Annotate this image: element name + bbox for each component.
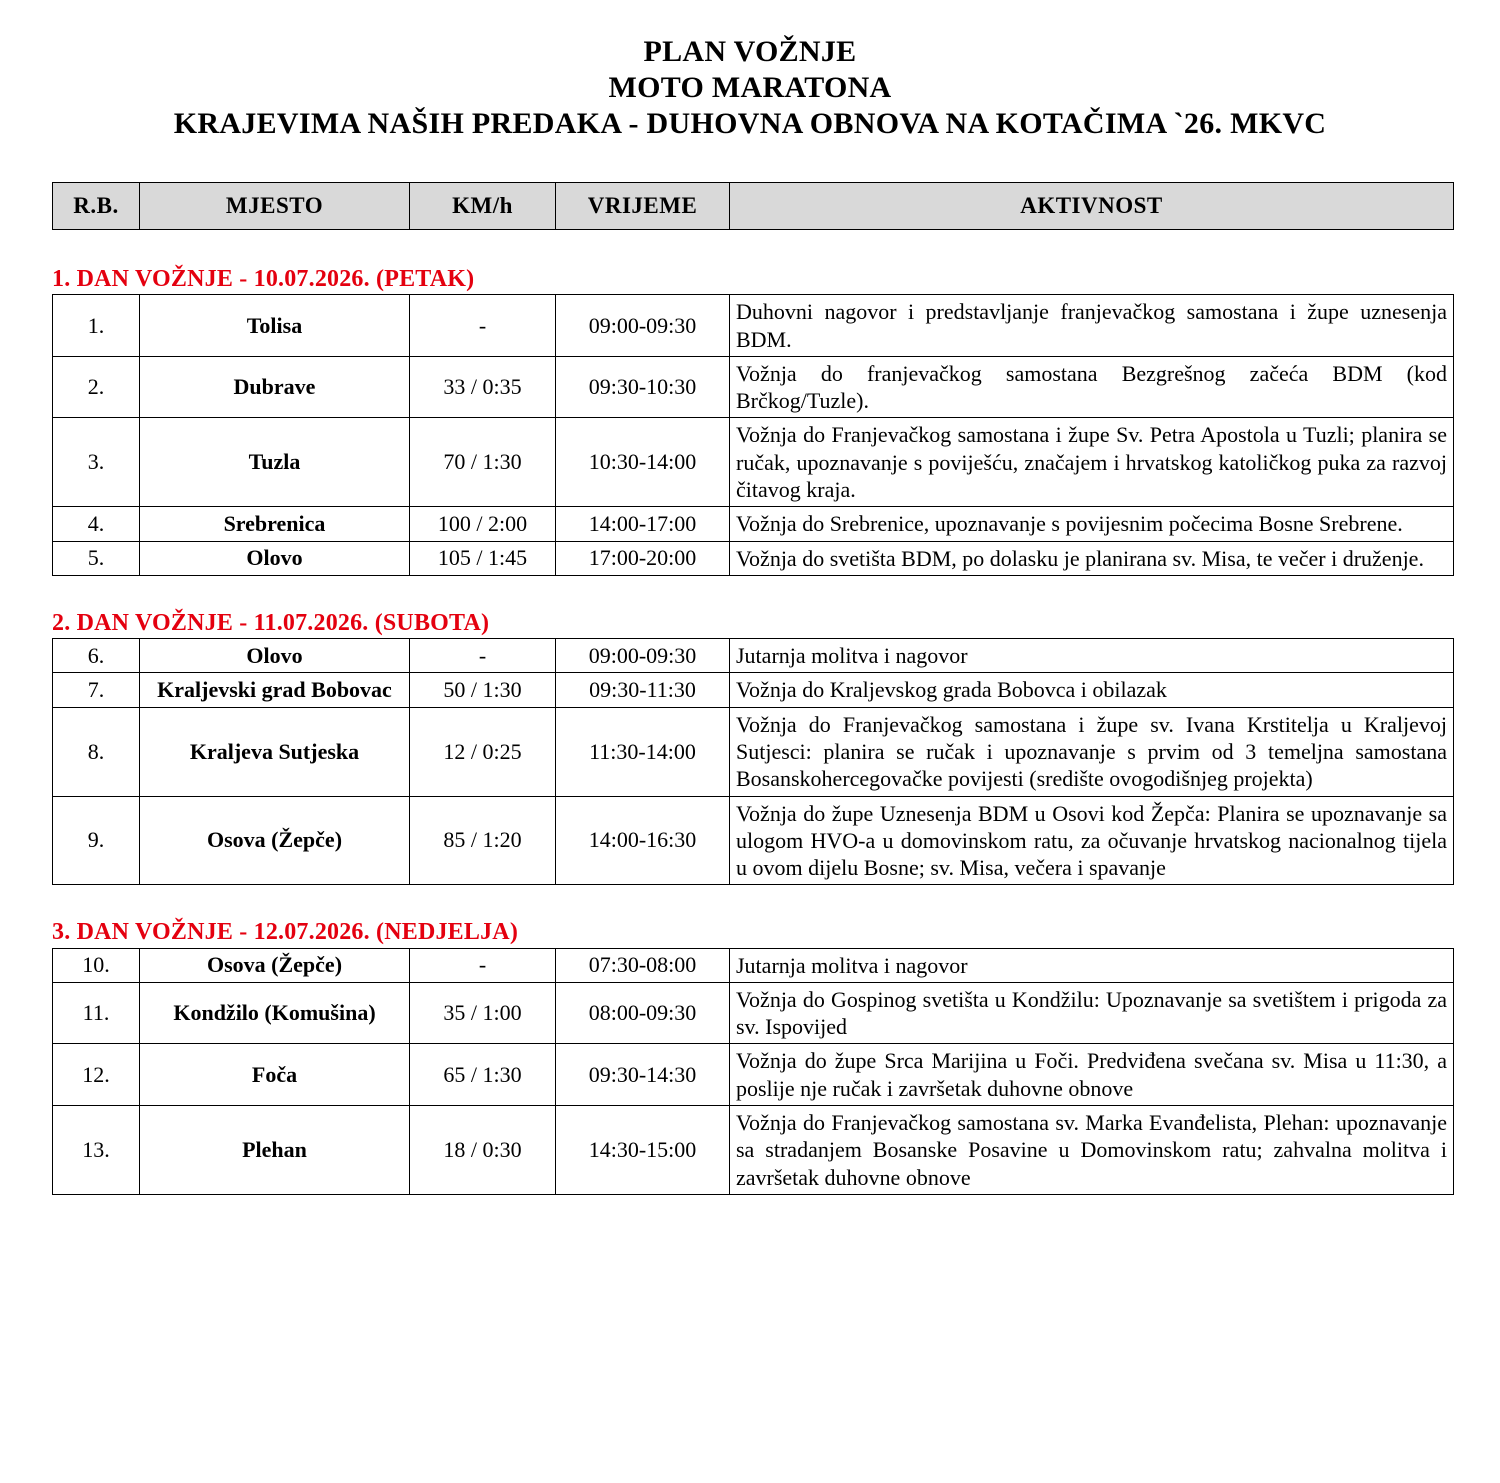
- cell-kmh: 100 / 2:00: [410, 507, 556, 541]
- cell-kmh: 35 / 1:00: [410, 982, 556, 1044]
- day-schedule-table: [52, 638, 1454, 885]
- title-line-2: MOTO MARATONA: [608, 71, 892, 104]
- cell-vrijeme: 09:00-09:30: [556, 639, 730, 673]
- table-row: [53, 1106, 1454, 1195]
- table-row: [53, 541, 1454, 575]
- cell-vrijeme: 14:00-16:30: [556, 796, 730, 885]
- header-cell-rb: R.B.: [53, 183, 140, 230]
- days-container: [0, 266, 1500, 1195]
- cell-mjesto: Olovo: [140, 541, 410, 575]
- table-row: [53, 707, 1454, 796]
- cell-aktivnost: Vožnja do župe Uznesenja BDM u Osovi kod Žepča: Planira se upoznavanje sa ulogom HVO-a u domovinskom ratu, za očuvanje hrvatskog nacionalnog tijela u ovom dijelu Bosne; sv. Misa, večera i spavanje: [730, 796, 1454, 885]
- day-caption: 3. DAN VOŽNJE - 12.07.2026. (NEDJELJA): [52, 919, 519, 946]
- cell-mjesto: Olovo: [140, 639, 410, 673]
- cell-aktivnost: Jutarnja molitva i nagovor: [730, 948, 1454, 982]
- day-schedule-table: [52, 948, 1454, 1195]
- cell-rb: 11.: [53, 982, 140, 1044]
- cell-mjesto: Kondžilo (Komušina): [140, 982, 410, 1044]
- day-table-wrap: [52, 294, 1452, 575]
- cell-mjesto: Srebrenica: [140, 507, 410, 541]
- cell-vrijeme: 09:00-09:30: [556, 295, 730, 357]
- cell-vrijeme: 14:00-17:00: [556, 507, 730, 541]
- cell-mjesto: Kraljevski grad Bobovac: [140, 673, 410, 707]
- cell-vrijeme: 09:30-11:30: [556, 673, 730, 707]
- cell-aktivnost: Vožnja do Franjevačkog samostana i župe sv. Ivana Krstitelja u Kraljevoj Sutjesci: planira se ručak i upoznavanje s prvim od 3 temeljna samostana Bosanskohercegovačke povijesti (središte ovogodišnjeg projekta): [730, 707, 1454, 796]
- cell-aktivnost: Jutarnja molitva i nagovor: [730, 639, 1454, 673]
- cell-vrijeme: 09:30-10:30: [556, 356, 730, 418]
- day-section-spacer: [0, 576, 1500, 610]
- header-cell-mjesto: MJESTO: [140, 183, 410, 230]
- cell-kmh: -: [410, 948, 556, 982]
- title-table-spacer: [0, 142, 1500, 182]
- cell-vrijeme: 09:30-14:30: [556, 1044, 730, 1106]
- table-row: [53, 295, 1454, 357]
- header-day1-spacer: [0, 230, 1500, 266]
- title-line-1: PLAN VOŽNJE: [643, 35, 857, 68]
- cell-kmh: 65 / 1:30: [410, 1044, 556, 1106]
- cell-mjesto: Dubrave: [140, 356, 410, 418]
- cell-aktivnost: Vožnja do Gospinog svetišta u Kondžilu: Upoznavanje sa svetištem i prigoda za sv. Ispovijed: [730, 982, 1454, 1044]
- cell-aktivnost: Vožnja do Srebrenice, upoznavanje s povijesnim počecima Bosne Srebrene.: [730, 507, 1454, 541]
- day-caption: 1. DAN VOŽNJE - 10.07.2026. (PETAK): [52, 266, 475, 292]
- cell-vrijeme: 07:30-08:00: [556, 948, 730, 982]
- cell-kmh: 12 / 0:25: [410, 707, 556, 796]
- cell-kmh: 18 / 0:30: [410, 1106, 556, 1195]
- table-row: [53, 982, 1454, 1044]
- cell-mjesto: Tuzla: [140, 418, 410, 507]
- day-table-wrap: [52, 948, 1452, 1195]
- cell-rb: 4.: [53, 507, 140, 541]
- cell-aktivnost: Vožnja do franjevačkog samostana Bezgrešnog začeća BDM (kod Brčkog/Tuzle).: [730, 356, 1454, 418]
- table-row: [53, 1044, 1454, 1106]
- cell-aktivnost: Vožnja do Kraljevskog grada Bobovca i obilazak: [730, 673, 1454, 707]
- day-schedule-table: [52, 294, 1454, 575]
- column-header-table: [52, 182, 1454, 230]
- cell-rb: 12.: [53, 1044, 140, 1106]
- cell-rb: 13.: [53, 1106, 140, 1195]
- cell-aktivnost: Vožnja do svetišta BDM, po dolasku je planirana sv. Misa, te večer i druženje.: [730, 541, 1454, 575]
- day-table-wrap: [52, 638, 1452, 885]
- cell-mjesto: Kraljeva Sutjeska: [140, 707, 410, 796]
- cell-rb: 8.: [53, 707, 140, 796]
- cell-mjesto: Foča: [140, 1044, 410, 1106]
- cell-aktivnost: Duhovni nagovor i predstavljanje franjevačkog samostana i župe uznesenja BDM.: [730, 295, 1454, 357]
- header-cell-vrijeme: VRIJEME: [556, 183, 730, 230]
- cell-vrijeme: 08:00-09:30: [556, 982, 730, 1044]
- cell-mjesto: Osova (Žepče): [140, 796, 410, 885]
- cell-aktivnost: Vožnja do Franjevačkog samostana i župe Sv. Petra Apostola u Tuzli; planira se ručak, upoznavanje s poviješću, značajem i hrvatskog katoličkog puka za razvoj čitavog kraja.: [730, 418, 1454, 507]
- cell-rb: 7.: [53, 673, 140, 707]
- table-header-row: [53, 183, 1454, 230]
- table-row: [53, 673, 1454, 707]
- table-row: [53, 418, 1454, 507]
- cell-rb: 5.: [53, 541, 140, 575]
- cell-vrijeme: 11:30-14:00: [556, 707, 730, 796]
- cell-rb: 6.: [53, 639, 140, 673]
- cell-aktivnost: Vožnja do župe Srca Marijina u Foči. Predviđena svečana sv. Misa u 11:30, a poslije nje ručak i završetak duhovne obnove: [730, 1044, 1454, 1106]
- cell-mjesto: Plehan: [140, 1106, 410, 1195]
- cell-rb: 2.: [53, 356, 140, 418]
- cell-aktivnost: Vožnja do Franjevačkog samostana sv. Marka Evanđelista, Plehan: upoznavanje sa stradanjem Bosanske Posavine u Domovinskom ratu; zahvalna molitva i završetak duhovne obnove: [730, 1106, 1454, 1195]
- day-caption: 2. DAN VOŽNJE - 11.07.2026. (SUBOTA): [52, 609, 490, 636]
- cell-vrijeme: 17:00-20:00: [556, 541, 730, 575]
- day-section-spacer: [0, 885, 1500, 919]
- header-cell-aktivnost: AKTIVNOST: [730, 183, 1454, 230]
- cell-vrijeme: 14:30-15:00: [556, 1106, 730, 1195]
- cell-mjesto: Tolisa: [140, 295, 410, 357]
- table-row: [53, 356, 1454, 418]
- cell-kmh: 105 / 1:45: [410, 541, 556, 575]
- document-title: [0, 0, 1500, 142]
- cell-kmh: 85 / 1:20: [410, 796, 556, 885]
- cell-vrijeme: 10:30-14:00: [556, 418, 730, 507]
- cell-rb: 3.: [53, 418, 140, 507]
- column-header-table-wrap: [52, 182, 1452, 230]
- cell-kmh: 50 / 1:30: [410, 673, 556, 707]
- table-row: [53, 639, 1454, 673]
- cell-kmh: 33 / 0:35: [410, 356, 556, 418]
- cell-rb: 9.: [53, 796, 140, 885]
- title-line-3: KRAJEVIMA NAŠIH PREDAKA - DUHOVNA OBNOVA NA KOTAČIMA `26. MKVC: [173, 107, 1327, 140]
- cell-rb: 10.: [53, 948, 140, 982]
- cell-mjesto: Osova (Žepče): [140, 948, 410, 982]
- cell-rb: 1.: [53, 295, 140, 357]
- table-row: [53, 796, 1454, 885]
- cell-kmh: -: [410, 639, 556, 673]
- cell-kmh: 70 / 1:30: [410, 418, 556, 507]
- table-row: [53, 948, 1454, 982]
- cell-kmh: -: [410, 295, 556, 357]
- header-cell-kmh: KM/h: [410, 183, 556, 230]
- table-row: [53, 507, 1454, 541]
